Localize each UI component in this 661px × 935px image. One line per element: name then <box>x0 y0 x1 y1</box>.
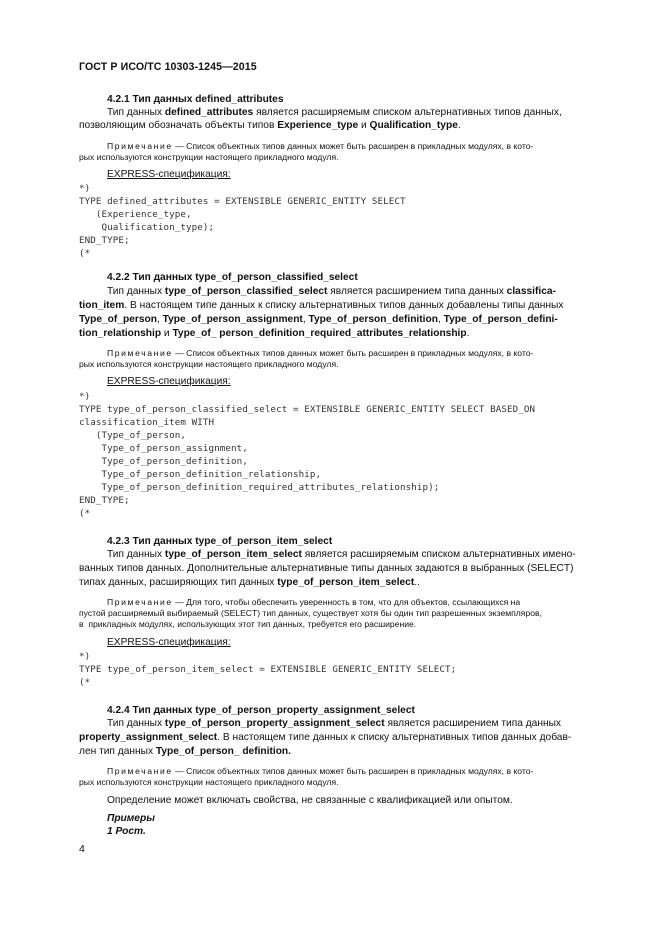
express-spec-label: EXPRESS-спецификация: <box>107 637 231 648</box>
section-heading-4-2-1: 4.2.1 Тип данных defined_attributes <box>107 94 284 105</box>
paragraph-line: Тип данных defined_attributes является расширяемым списком альтернативных типов данных, <box>107 107 562 118</box>
section-heading-4-2-4: 4.2.4 Тип данных type_of_person_property_assignment_select <box>107 705 415 716</box>
section-heading-4-2-2: 4.2.2 Тип данных type_of_person_classified_select <box>107 272 358 283</box>
code-line: *) <box>79 183 91 194</box>
code-line: Qualification_type); <box>79 222 215 233</box>
code-line: Type_of_person_definition, <box>79 456 248 467</box>
code-line: TYPE defined_attributes = EXTENSIBLE GENERIC_ENTITY SELECT <box>79 196 406 207</box>
note-line: Примечание — Список объектных типов данных может быть расширен в прикладных модулях, в кото- <box>107 141 534 151</box>
code-line: classification_item WITH <box>79 417 215 428</box>
code-line: (* <box>79 248 91 259</box>
paragraph-line: лен тип данных Type_of_person_ definition. <box>79 746 291 757</box>
paragraph-line: Type_of_person, Type_of_person_assignment, Type_of_person_definition, Type_of_person_defini- <box>79 314 558 325</box>
examples-heading: Примеры <box>107 813 155 824</box>
note-line: рых используются конструкции настоящего прикладного модуля. <box>79 777 339 787</box>
paragraph-line: позволяющим обозначать объекты типов Experience_type и Qualification_type. <box>79 120 461 131</box>
paragraph-line: ванных типов данных. Дополнительные альтернативные типы данных задаются в выбранных (SELECT) <box>79 563 574 574</box>
note-line: рых используются конструкции настоящего прикладного модуля. <box>79 152 339 162</box>
page-number: 4 <box>79 843 85 855</box>
note-line: в прикладных модулях, использующих этот тип данных, требуется его расширение. <box>79 619 417 629</box>
code-line: (* <box>79 677 91 688</box>
example-item: 1 Рост. <box>107 826 146 837</box>
code-line: *) <box>79 391 91 402</box>
express-spec-label: EXPRESS-спецификация: <box>107 376 231 387</box>
code-line: Type_of_person_definition_relationship, <box>79 469 322 480</box>
code-line: Type_of_person_assignment, <box>79 443 248 454</box>
code-line: Type_of_person_definition_required_attributes_relationship); <box>79 482 440 493</box>
code-line: (Experience_type, <box>79 209 192 220</box>
note-line: Примечание — Для того, чтобы обеспечить уверенность в том, что для объектов, ссылающихся на <box>107 597 521 607</box>
note-line: пустой расширяемый выбираемый (SELECT) тип данных, существует хотя бы один тип разрешенных экземпляров, <box>79 608 542 618</box>
paragraph-line: Тип данных type_of_person_property_assignment_select является расширением типа данных <box>107 718 561 729</box>
document-header: ГОСТ Р ИСО/ТС 10303-1245—2015 <box>79 61 257 73</box>
code-line: END_TYPE; <box>79 495 130 506</box>
paragraph-line: типах данных, расширяющих тип данных type_of_person_item_select.. <box>79 577 420 588</box>
express-spec-label: EXPRESS-спецификация: <box>107 169 231 180</box>
paragraph-line: property_assignment_select. В настоящем типе данных к списку альтернативных типов данных добав- <box>79 732 572 743</box>
note-line: Примечание — Список объектных типов данных может быть расширен в прикладных модулях, в кото- <box>107 348 534 358</box>
paragraph-line: tion_item. В настоящем типе данных к списку альтернативных типов данных добавлены типы данных <box>79 300 564 311</box>
code-line: TYPE type_of_person_item_select = EXTENSIBLE GENERIC_ENTITY SELECT; <box>79 664 457 675</box>
code-line: END_TYPE; <box>79 235 130 246</box>
definition-paragraph: Определение может включать свойства, не связанные с квалификацией или опытом. <box>107 795 513 806</box>
section-heading-4-2-3: 4.2.3 Тип данных type_of_person_item_select <box>107 536 333 547</box>
code-line: (* <box>79 508 91 519</box>
note-line: рых используются конструкции настоящего прикладного модуля. <box>79 359 339 369</box>
code-line: (Type_of_person, <box>79 430 186 441</box>
note-line: Примечание — Список объектных типов данных может быть расширен в прикладных модулях, в кото- <box>107 766 534 776</box>
code-line: *) <box>79 651 91 662</box>
paragraph-line: tion_relationship и Type_of_ person_definition_required_attributes_relationship. <box>79 328 470 339</box>
code-line: TYPE type_of_person_classified_select = EXTENSIBLE GENERIC_ENTITY SELECT BASED_ON <box>79 404 536 415</box>
paragraph-line: Тип данных type_of_person_item_select является расширяемым списком альтернативных имено- <box>107 549 576 560</box>
paragraph-line: Тип данных type_of_person_classified_select является расширением типа данных classifica- <box>107 286 556 297</box>
